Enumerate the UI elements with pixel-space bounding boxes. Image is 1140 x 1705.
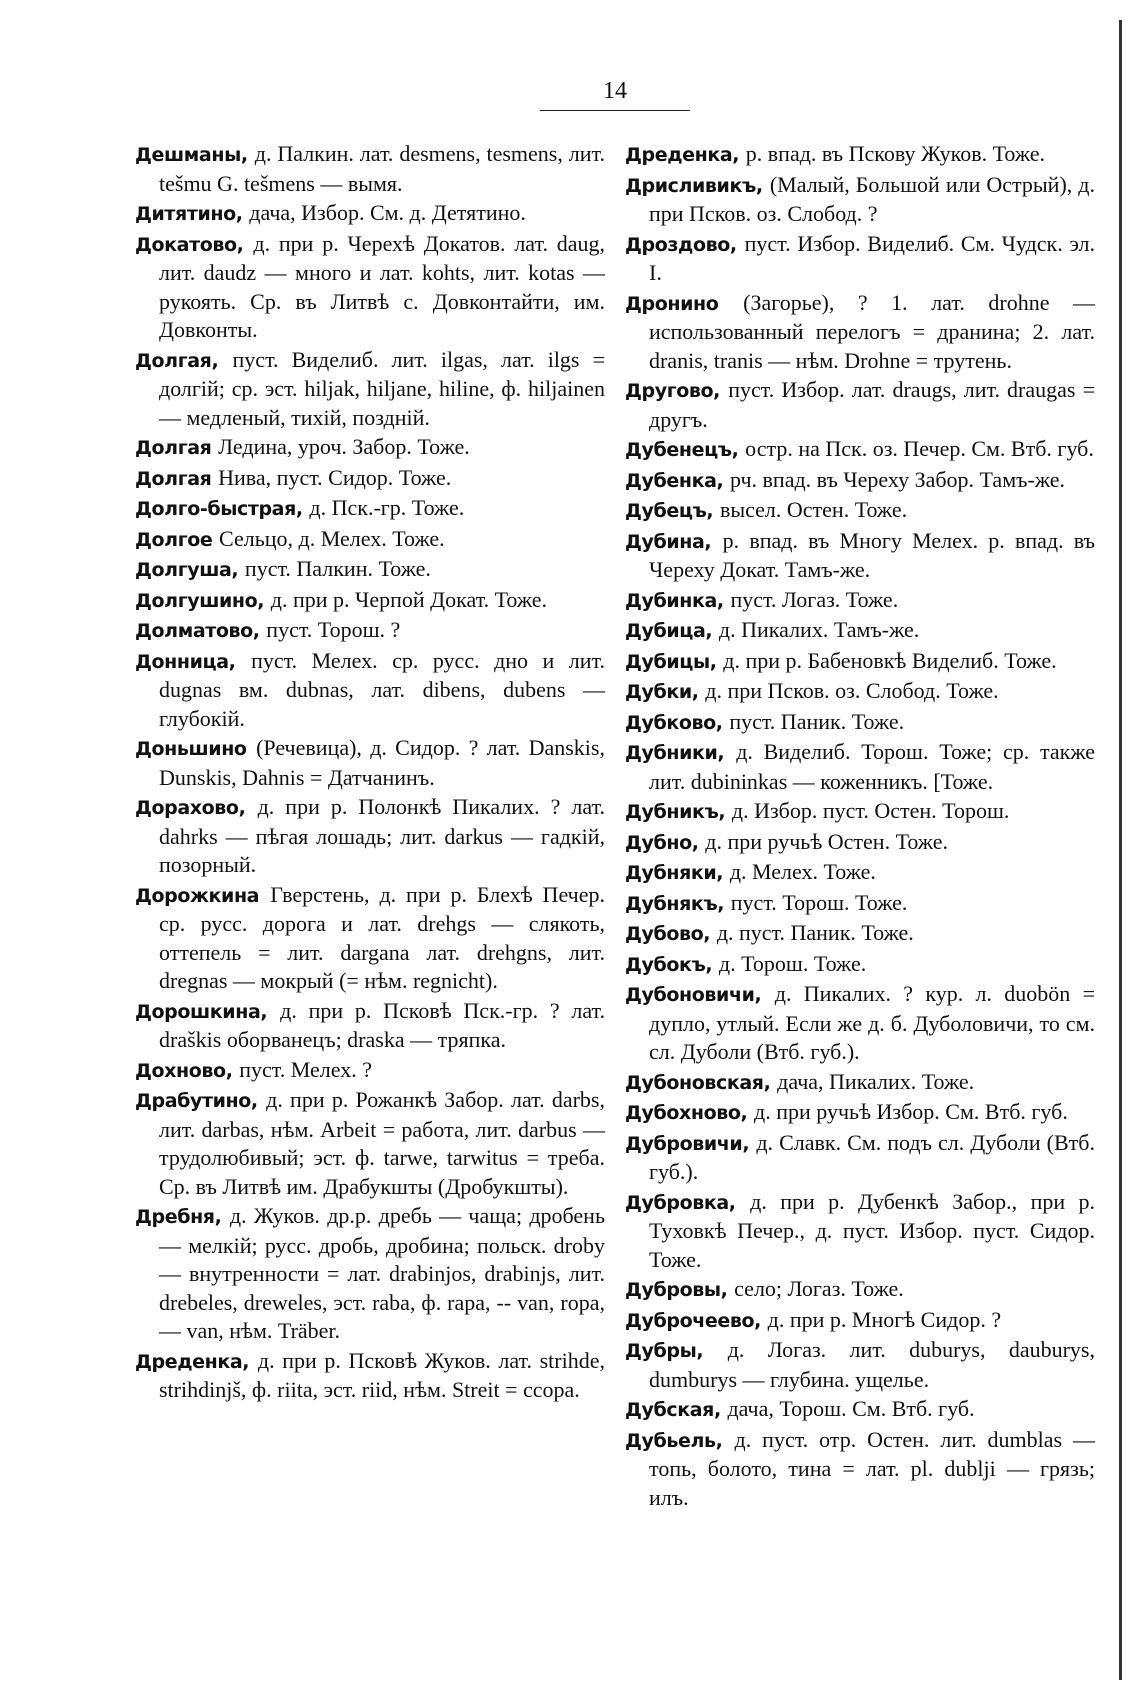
dictionary-entry: [625, 1395, 1095, 1425]
dictionary-entry: [625, 828, 1095, 858]
dictionary-entry: [625, 1306, 1095, 1336]
dictionary-entry: [135, 616, 605, 646]
dictionary-entry: [625, 738, 1095, 796]
entry-headword: Дубина,: [625, 530, 712, 553]
dictionary-entry: [625, 797, 1095, 827]
dictionary-entry: [135, 494, 605, 524]
entry-headword: Дубокъ,: [625, 953, 713, 976]
entry-definition: д. Жуков. др.р. дребь — чаща; дробень — мелкій; русс. дробь, дробина; польск. droby — внутренности = лат. drabinjos, drabinjs, лит. drebeles, dreweles, эст. raba, ф. rapa, -- van, ropa, — van, нѣм. Träber.: [159, 1203, 605, 1343]
dictionary-entry: [135, 1202, 605, 1346]
page-number-rule: [540, 110, 690, 111]
entry-headword: Дитятино,: [135, 203, 243, 225]
page-number: 14: [603, 78, 627, 104]
entry-definition: д. при р. Дубенкѣ Забор., при р. Туховкѣ Печер., д. пуст. Избор. пуст. Сидор. Тоже.: [649, 1188, 1095, 1272]
entry-headword: Дубково,: [625, 711, 723, 734]
entry-headword: Дорахово,: [135, 797, 246, 819]
entry-definition: д. Виделиб. Торош. Тоже; ср. также лит. dubininkas — коженникъ. [Тоже.: [649, 739, 1095, 794]
entry-headword: Дубицы,: [625, 650, 717, 673]
entry-headword: Дорожкина: [135, 884, 260, 907]
entry-headword: Дубры,: [625, 1340, 704, 1362]
entry-definition: пуст. Паник. Тоже.: [729, 708, 905, 734]
entry-definition: д. при ручьѣ Остен. Тоже.: [705, 828, 948, 854]
entry-definition: д. пуст. отр. Остен. лит. dumblas — топь, болото, тина = лат. pl. dublji — грязь; илъ.: [649, 1426, 1095, 1510]
dictionary-entry: [625, 919, 1095, 949]
entry-headword: Дронино: [625, 292, 719, 315]
entry-definition: пуст. Мелех. ?: [239, 1056, 372, 1082]
dictionary-entry: [135, 1056, 605, 1086]
left-column: [135, 140, 605, 1406]
entry-headword: Дуброчеево,: [625, 1309, 761, 1332]
dictionary-entry: [135, 734, 605, 792]
dictionary-entry: [625, 1129, 1095, 1187]
entry-definition: дача, Торош. См. Втб. губ.: [727, 1396, 975, 1421]
entry-definition: д. при ручьѣ Избор. См. Втб. губ.: [754, 1099, 1068, 1124]
entry-definition: пуст. Избор. Виделиб. См. Чудск. эл. I.: [649, 230, 1095, 285]
right-column: [625, 140, 1095, 1513]
entry-definition: село; Логаз. Тоже.: [734, 1276, 904, 1301]
entry-definition: д. при р. Псковѣ Жуков. лат. strihde, strihdinjš, ф. riita, эст. riid, нѣм. Streit = ссора.: [159, 1347, 605, 1402]
entry-headword: Дубская,: [625, 1399, 721, 1421]
entry-definition: д. пуст. Паник. Тоже.: [716, 920, 914, 945]
entry-headword: Долго-быстрая,: [135, 498, 303, 520]
entry-headword: Донница,: [135, 650, 236, 673]
entry-definition: пуст. Избор. лат. draugs, лит. draugas = другъ.: [649, 377, 1095, 432]
entry-headword: Дрисливикъ,: [625, 174, 763, 197]
entry-headword: Дубоновская,: [625, 1071, 771, 1094]
entry-definition: дача, Избор. См. д. Детятино.: [249, 200, 526, 225]
dictionary-entry: [135, 433, 605, 463]
dictionary-entry: [625, 858, 1095, 888]
entry-headword: Дубово,: [625, 923, 711, 945]
entry-headword: Дубникъ,: [625, 801, 726, 823]
entry-headword: Драбутино,: [135, 1090, 258, 1112]
dictionary-entry: [625, 1188, 1095, 1275]
entry-headword: Дребня,: [135, 1206, 222, 1228]
entry-headword: Дубно,: [625, 831, 699, 854]
page-edge-line: [1119, 20, 1122, 1680]
entry-definition: рч. впад. въ Череху Забор. Тамъ-же.: [730, 466, 1065, 492]
dictionary-entry: [625, 647, 1095, 677]
entry-headword: Докатово,: [135, 233, 244, 256]
entry-definition: пуст. Мелех. ср. русс. дно и лит. dugnas вм. dubnas, лат. dibens, dubens — глубокій.: [159, 647, 605, 731]
entry-headword: Дубица,: [625, 620, 713, 642]
entry-definition: д. при р. Псковѣ Пск.-гр. ? лат. draškis оборванецъ; draska — тряпка.: [159, 997, 605, 1052]
entry-definition: пуст. Логаз. Тоже.: [730, 586, 899, 612]
entry-headword: Долгая: [135, 467, 212, 490]
dictionary-entry: [625, 140, 1095, 170]
entry-headword: Дохново,: [135, 1059, 233, 1082]
entry-headword: Дубинка,: [625, 589, 724, 612]
dictionary-entry: [625, 1068, 1095, 1098]
entry-headword: Дешманы,: [135, 144, 248, 166]
dictionary-entry: [135, 555, 605, 585]
entry-headword: Доньшино: [135, 738, 247, 760]
entry-headword: Долматово,: [135, 620, 260, 642]
entry-headword: Долгуша,: [135, 559, 239, 581]
entry-definition: Сельцо, д. Мелех. Тоже.: [219, 525, 445, 551]
entry-definition: Гверстень, д. при р. Блехѣ Печер. ср. русс. дорога и лат. drehgs — слякоть, оттепель = лит. dargana лат. drehgns, лит. dregnas — мокрый (= нѣм. regnicht).: [159, 881, 605, 993]
entry-definition: д. при р. Бабеновкѣ Виделиб. Тоже.: [723, 647, 1057, 673]
entry-definition: д. при р. Черпой Докат. Тоже.: [270, 586, 548, 612]
entry-headword: Дроздово,: [625, 233, 737, 256]
entry-headword: Долгая: [135, 437, 212, 459]
entry-headword: Другово,: [625, 380, 720, 402]
dictionary-entry: [135, 586, 605, 616]
entry-definition: пуст. Палкин. Тоже.: [244, 556, 431, 581]
entry-definition: д. Пск.-гр. Тоже.: [309, 495, 465, 520]
entry-headword: Дубьель,: [625, 1429, 723, 1452]
dictionary-entry: [625, 435, 1095, 465]
entry-headword: Дубоновичи,: [625, 984, 762, 1006]
entry-headword: Дубенецъ,: [625, 439, 739, 461]
dictionary-entry: [625, 980, 1095, 1067]
entry-definition: д. при р. Полонкѣ Пикалих. ? лат. dahrks — пѣгая лошадь; лит. darkus — гадкій, позорный.: [159, 794, 605, 877]
entry-definition: пуст. Торош. Тоже.: [730, 889, 908, 915]
dictionary-entry: [135, 881, 605, 996]
entry-headword: Дубровичи,: [625, 1132, 750, 1155]
entry-headword: Дубнякъ,: [625, 892, 725, 915]
dictionary-entry: [625, 496, 1095, 526]
dictionary-entry: [135, 346, 605, 433]
entry-definition: д. Пикалих. Тамъ-же.: [718, 617, 920, 642]
entry-definition: д. Мелех. Тоже.: [729, 859, 876, 884]
entry-headword: Дубники,: [625, 742, 725, 764]
dictionary-entry: [135, 1347, 605, 1405]
entry-definition: р. впад. въ Многу Мелех. р. впад. въ Череху Докат. Тамъ-же.: [649, 527, 1095, 582]
entry-headword: Долгушино,: [135, 589, 265, 612]
entry-definition: д. Палкин. лат. desmens, tesmens, лит. tešmu G. tešmens — вымя.: [159, 141, 605, 196]
entry-definition: д. Торош. Тоже.: [718, 950, 867, 976]
entry-headword: Дубровка,: [625, 1191, 736, 1214]
entry-definition: остр. на Пск. оз. Печер. См. Втб. губ.: [745, 436, 1094, 461]
entry-headword: Дубровы,: [625, 1279, 728, 1301]
entry-definition: д. Славк. См. подъ сл. Дуболи (Втб. губ.).: [649, 1129, 1095, 1184]
dictionary-entry: [135, 647, 605, 734]
entry-definition: д. Логаз. лит. duburys, dauburys, dumburys — глубина. ущелье.: [649, 1337, 1095, 1392]
entry-definition: (Малый, Большой или Острый), д. при Псков. оз. Слобод. ?: [649, 171, 1095, 226]
entry-definition: д. при Псков. оз. Слобод. Тоже.: [705, 678, 999, 703]
dictionary-entry: [625, 1098, 1095, 1128]
dictionary-entry: [625, 1336, 1095, 1394]
entry-definition: Нива, пуст. Сидор. Тоже.: [218, 464, 452, 490]
dictionary-entry: [625, 289, 1095, 376]
dictionary-entry: [625, 466, 1095, 496]
dictionary-entry: [135, 140, 605, 198]
dictionary-entry: [625, 889, 1095, 919]
entry-definition: д. при р. Рожанкѣ Забор. лат. darbs, лит. darbas, нѣм. Arbeit = работа, лит. darbus — трудолюбивый; эст. ф. tarwe, tarwitus = треба. Ср. въ Литвѣ им. Драбукшты (Дробукшты).: [159, 1087, 605, 1199]
dictionary-entry: [625, 708, 1095, 738]
entry-definition: Ледина, уроч. Забор. Тоже.: [218, 434, 470, 459]
entry-headword: Дубки,: [625, 681, 699, 703]
dictionary-entry: [135, 464, 605, 494]
entry-headword: Дреденка,: [135, 1350, 250, 1373]
dictionary-entry: [625, 950, 1095, 980]
entry-definition: д. Избор. пуст. Остен. Торош.: [731, 798, 1010, 823]
entry-headword: Долгое: [135, 528, 213, 551]
dictionary-entry: [625, 1275, 1095, 1305]
dictionary-entry: [625, 586, 1095, 616]
dictionary-entry: [135, 793, 605, 880]
entry-definition: (Речевица), д. Сидор. ? лат. Danskis, Dunskis, Dahnis = Датчанинъ.: [159, 735, 605, 790]
entry-headword: Дубенка,: [625, 469, 724, 492]
dictionary-entry: [135, 997, 605, 1055]
dictionary-entry: [625, 171, 1095, 229]
entry-headword: Дубняки,: [625, 862, 724, 884]
dictionary-entry: [625, 527, 1095, 585]
entry-headword: Долгая,: [135, 349, 219, 372]
dictionary-entry: [135, 230, 605, 345]
entry-definition: д. при р. Черехѣ Докатов. лат. daug, лит. daudz — много и лат. kohts, лит. kotas — рукоять. Ср. въ Литвѣ с. Довконтайти, им. Довконты.: [159, 230, 605, 342]
dictionary-entry: [135, 525, 605, 555]
entry-definition: (Загорье), ? 1. лат. drohne — использованный перелогъ = дранина; 2. лат. dranis, tranis — нѣм. Drohne = трутень.: [649, 289, 1095, 373]
dictionary-entry: [625, 376, 1095, 434]
entry-definition: р. впад. въ Пскову Жуков. Тоже.: [745, 141, 1045, 166]
dictionary-entry: [135, 1086, 605, 1201]
entry-definition: пуст. Виделиб. лит. ilgas, лат. ilgs = долгій; ср. эст. hiljak, hiljane, hiline, ф. hiljainen — медленый, тихій, поздній.: [159, 346, 605, 430]
dictionary-entry: [135, 199, 605, 229]
entry-headword: Дубецъ,: [625, 500, 714, 522]
entry-definition: высел. Остен. Тоже.: [719, 497, 908, 522]
entry-headword: Дубохново,: [625, 1102, 748, 1124]
entry-headword: Дреденка,: [625, 144, 740, 166]
dictionary-entry: [625, 616, 1095, 646]
dictionary-entry: [625, 1426, 1095, 1513]
entry-definition: д. при р. Многѣ Сидор. ?: [767, 1306, 1002, 1332]
entry-definition: пуст. Торош. ?: [266, 617, 401, 642]
entry-headword: Дорошкина,: [135, 1000, 268, 1023]
dictionary-entry: [625, 230, 1095, 288]
entry-definition: дача, Пикалих. Тоже.: [777, 1068, 975, 1094]
dictionary-entry: [625, 677, 1095, 707]
entry-definition: д. Пикалих. ? кур. л. duobön = дупло, утлый. Если же д. б. Дуболовичи, то см. сл. Дуболи (Втб. губ.).: [649, 981, 1095, 1064]
